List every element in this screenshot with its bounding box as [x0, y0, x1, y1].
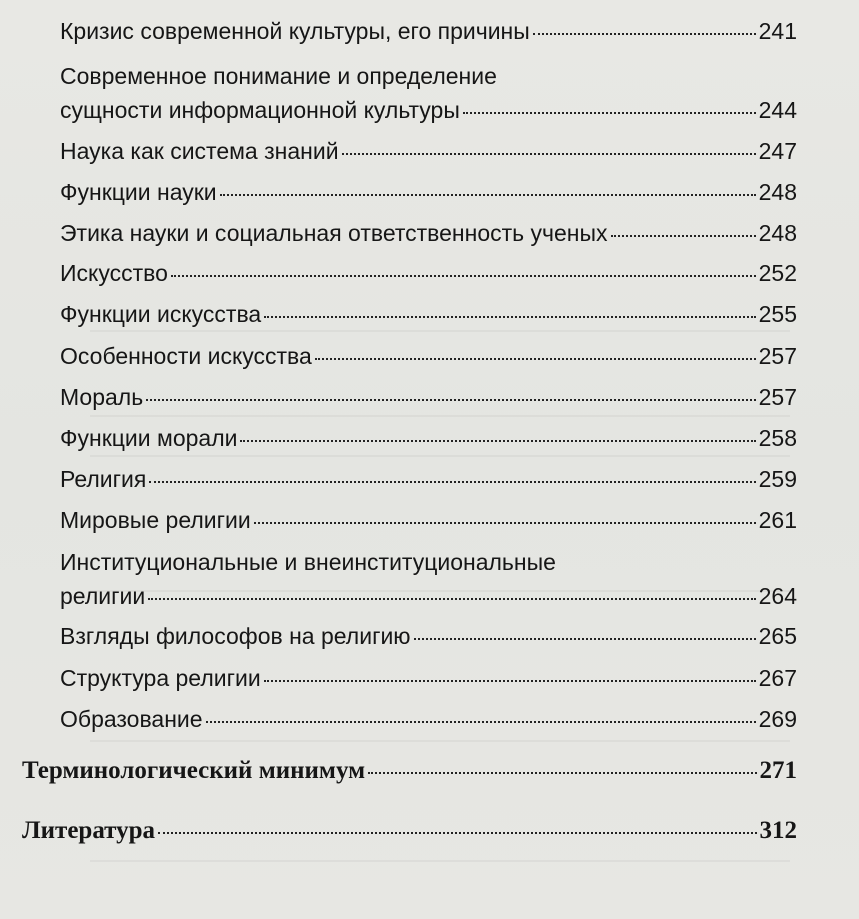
- dot-leader: [220, 194, 756, 196]
- toc-entry: [60, 462, 797, 496]
- toc-entry-title: Этика науки и социальная ответственность ученых: [60, 220, 608, 246]
- toc-entry: [60, 545, 797, 613]
- toc-entry-title: Взгляды философов на религию: [60, 623, 411, 649]
- toc-entry: [60, 380, 797, 414]
- toc-page-number: 241: [758, 18, 797, 44]
- toc-main-entry: [22, 814, 797, 848]
- dot-leader: [315, 358, 756, 360]
- dot-leader: [463, 112, 756, 114]
- toc-page-number: 267: [758, 665, 797, 691]
- toc-entry: [60, 256, 797, 290]
- dot-leader: [414, 638, 756, 640]
- toc-entry: [60, 619, 797, 653]
- toc-page-number: 248: [758, 179, 797, 205]
- toc-entry-title-line: Институциональные и внеинституциональные: [60, 549, 556, 575]
- dot-leader: [171, 275, 756, 277]
- toc-page-number: 255: [758, 301, 797, 327]
- toc-entry: [60, 14, 797, 48]
- toc-entry: [60, 175, 797, 209]
- toc-entry: [60, 421, 797, 455]
- dot-leader: [264, 316, 755, 318]
- toc-page-number: 265: [758, 623, 797, 649]
- toc-page-number: 271: [759, 757, 797, 784]
- dot-leader: [240, 440, 755, 442]
- toc-page-number: 247: [758, 138, 797, 164]
- toc-entry: [60, 297, 797, 331]
- toc-entry: [60, 59, 797, 127]
- toc-main-entry-title: Терминологический минимум: [22, 757, 366, 784]
- dot-leader: [158, 832, 756, 834]
- toc-entry-title: Образование: [60, 706, 203, 732]
- toc-entry-title: Функции морали: [60, 425, 238, 451]
- dot-leader: [611, 235, 756, 237]
- toc-entry: [60, 339, 797, 373]
- toc-entry-title: Наука как система знаний: [60, 138, 339, 164]
- dot-leader: [149, 481, 755, 483]
- toc-entry: [60, 661, 797, 695]
- toc-entry: [60, 216, 797, 250]
- toc-entry-title: Особенности искусства: [60, 343, 312, 369]
- toc-entry-title: Функции науки: [60, 179, 217, 205]
- toc-entry-title-line: Современное понимание и определение: [60, 63, 497, 89]
- toc-page-number: 252: [758, 260, 797, 286]
- dot-leader: [206, 721, 756, 723]
- toc-entry: [60, 134, 797, 168]
- toc-entry-title: Религия: [60, 466, 147, 492]
- dot-leader: [342, 153, 756, 155]
- toc-entry-title: религии: [60, 583, 146, 609]
- toc-main-entry: [22, 754, 797, 788]
- toc-page-number: 257: [758, 384, 797, 410]
- dot-leader: [148, 598, 755, 600]
- toc-page-number: 261: [758, 507, 797, 533]
- toc-entry-title: Искусство: [60, 260, 168, 286]
- toc-entry-title: Функции искусства: [60, 301, 262, 327]
- dot-leader: [533, 33, 756, 35]
- toc-entry: [60, 702, 797, 736]
- toc-page-number: 258: [758, 425, 797, 451]
- dot-leader: [254, 522, 756, 524]
- toc-entry-title: сущности информационной культуры: [60, 97, 460, 123]
- toc-entry-title: Мировые религии: [60, 507, 251, 533]
- toc-entry: [60, 503, 797, 537]
- toc-page-number: 257: [758, 343, 797, 369]
- toc-entry-title: Кризис современной культуры, его причины: [60, 18, 530, 44]
- toc-main-entry-title: Литература: [22, 817, 156, 844]
- dot-leader: [368, 772, 756, 774]
- toc-page-number: 259: [758, 466, 797, 492]
- dot-leader: [264, 680, 756, 682]
- toc-entry-title: Структура религии: [60, 665, 261, 691]
- toc-page-number: 248: [758, 220, 797, 246]
- toc-page-number: 269: [758, 706, 797, 732]
- toc-page-number: 312: [759, 817, 797, 844]
- toc-entry-title: Мораль: [60, 384, 144, 410]
- toc-page-number: 244: [758, 97, 797, 123]
- dot-leader: [146, 399, 755, 401]
- toc-page-number: 264: [758, 583, 797, 609]
